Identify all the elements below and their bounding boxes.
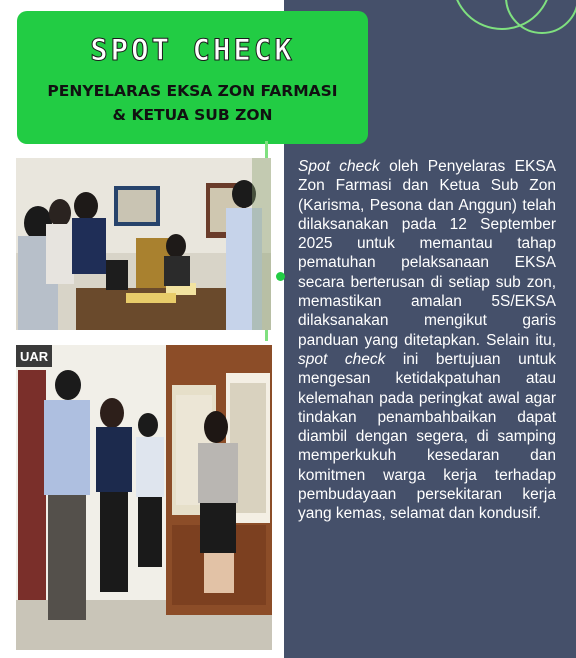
photo-sign-text: UAR	[20, 349, 49, 364]
photo-office	[16, 158, 271, 330]
connector-dot	[276, 272, 285, 281]
photo-cabinet	[16, 345, 272, 650]
article-body	[298, 157, 556, 524]
header-subtitle-line1: PENYELARAS EKSA ZON FARMASI	[47, 82, 338, 100]
article-lead-italic: Spot check	[298, 158, 380, 175]
article-mid-italic: spot check	[298, 350, 386, 368]
header-subtitle	[17, 79, 368, 127]
header-title: SPOT CHECK	[90, 33, 295, 67]
header-subtitle-line2: & KETUA SUB ZON	[112, 106, 273, 124]
article-part1: oleh Penyelaras EKSA Zon Farmasi dan Ketua Sub Zon (Karisma, Pesona dan Anggun) telah dilaksanakan pada 12 September 2025 untuk memantau tahap pematuhan pelaksanaan EKSA secara berterusan di setiap sub zon, memastikan amalan 5S/EKSA dilaksanakan mengikut garis panduan yang ditetapkan. Selain itu,	[298, 158, 556, 349]
header-card	[17, 11, 368, 144]
article-part2: ini bertujuan untuk mengesan ketidakpatuhan atau kelemahan pada peringkat awal agar tindakan penambahbaikan dapat diambil dengan segera, di samping memperkukuh kesedaran dan komitmen warga kerja terhadap pembudayaan persekitaran kerja yang kemas, selamat dan kondusif.	[298, 350, 556, 523]
